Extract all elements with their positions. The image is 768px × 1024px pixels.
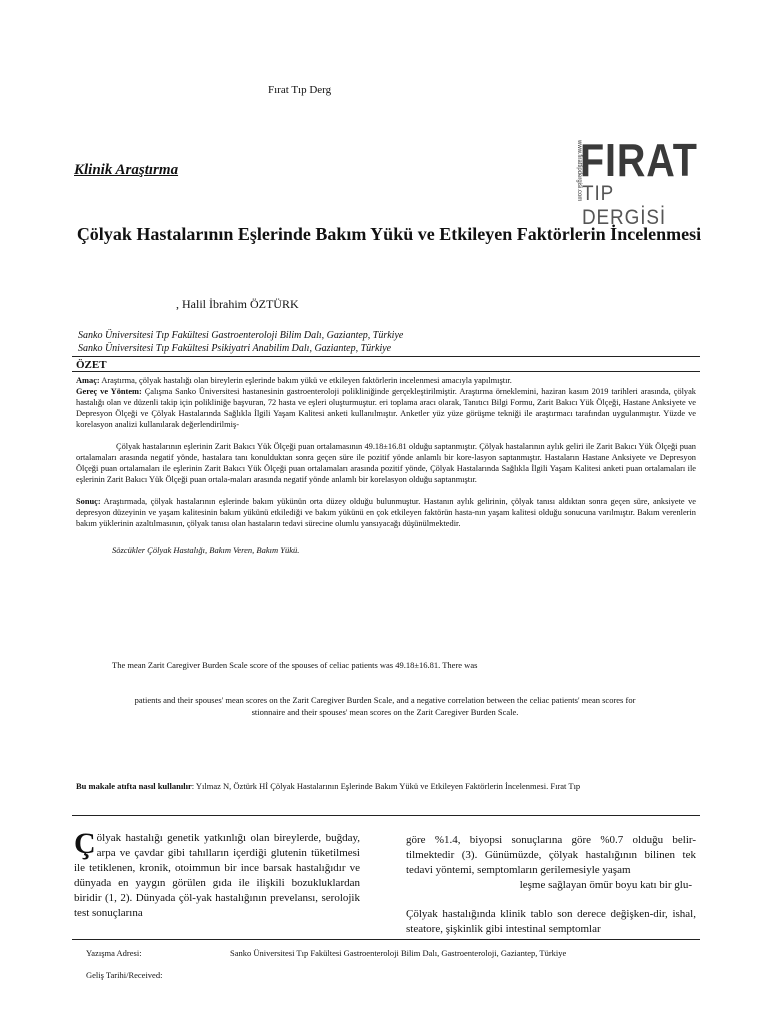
methods-text: Çalışma Sanko Üniversitesi hastanesinin gastroenteroloji polikliniğinde gerçekleştirilmiştir. Araştırma örneklemini, haziran kasım 2019 tarihleri arasında, çölyak hastalığı olan ve düzenli takip için polikliniğe başvuran, 72 hasta ve eşleri oluşturmuştur. eri toplama aracı olarak, Tanıtıcı Bilgi Formu, Zarit Bakıcı Yük Ölçeği, Hastane Anksiyete ve Depresyon Ölçeği ve Çölyak Hastalarında Sağlıkla İlgili Yaşam Kalitesi anketi kullanılmıştır. Anketler yüz yüze görüşme tekniği ile araştırmacı tarafından uygulanmıştır. Yüzde ve korelasyon analizi kullanılarak değerlendirilmiş- <box>76 386 696 429</box>
citation-text: : Yılmaz N, Öztürk Hİ Çölyak Hastalarının Eşlerinde Bakım Yükü ve Etkileyen Faktörlerin İncelenmesi. Fırat Tıp <box>191 781 581 791</box>
divider-body <box>72 815 700 816</box>
authors: , Halil İbrahim ÖZTÜRK <box>176 297 299 311</box>
conclusion-text: Araştırmada, çölyak hastalarının eşlerinde bakım yükünün orta düzey olduğu bulunmuştur. Hastanın aylık gelirinin, çölyak tanısı aldıktan sonra geçen süre, anksiyete ve depresyon düzeyinin ve yaşam kalitesinin bakım yükünü etkilediği ve bakım yükünü en çok etkileyen faktörün hasta-nın yaşam kalitesi olduğu sonucuna varılmıştır. Bakım verenlerin bakım yüklerinin azaltılmasının, çölyak tanısı olan hastaların tedavi sürecine olumlu yansıyacağı düşünülmektedir. <box>76 497 696 528</box>
drop-cap: Ç <box>74 827 96 860</box>
article-title: Çölyak Hastalarının Eşlerinde Bakım Yükü ve Etkileyen Faktörlerin İncelenmesi <box>76 224 702 244</box>
journal-logo <box>566 134 698 229</box>
divider-footer <box>72 939 700 940</box>
abstract-heading: ÖZET <box>76 359 107 371</box>
citation-label: Bu makale atıfta nasıl kullanılır <box>76 781 192 791</box>
abstract-results: Çölyak hastalarının eşlerinin Zarit Bakıcı Yük Ölçeği puan ortalamasının 49.18±16.81 olduğu saptanmıştır. Çölyak hastalarının aylık geliri ile Zarit Bakıcı Yük Ölçeği puan ortalamaları arasında negatif yönde, hastalara tanı konulduktan sonra geçen süre ile pozitif yönde anlamlı bir kore-lasyon saptanmıştır. Hastaların Hastane Anksiyete ve Depresyon Ölçeği puan ortalamaları ile eşlerinin Zarit Bakıcı Yük Ölçeği puan ortalamaları arasında pozitif yönde, Çölyak Hastalarında Sağlıkla İlgili Yaşam Kalitesi anketi puan ortalamaları ile eşlerinin Zarit Bakıcı Yük Ölçeği puan ortala-maları arasında negatif yönde anlamlı bir korelasyon olduğu saptanmıştır. <box>76 442 696 484</box>
methods-label: Gereç ve Yöntem: <box>76 386 142 396</box>
affiliation-1: Sanko Üniversitesi Tıp Fakültesi Gastroenteroloji Bilim Dalı, Gaziantep, Türkiye <box>78 330 404 341</box>
affiliation-2: Sanko Üniversitesi Tıp Fakültesi Psikiyatri Anabilim Dalı, Gaziantep, Türkiye <box>78 343 392 354</box>
logo-main-text: FIRAT <box>580 134 698 186</box>
body-right-paragraph-1: göre %1.4, biyopsi sonuçlarına göre %0.7 olduğu belir-tilmektedir (3). Günümüzde, çölyak hastalığının bilinen tek tedavi yöntemi, semptomların gerilemesiyle yaşam <box>406 834 696 876</box>
correspondence-address: Sanko Üniversitesi Tıp Fakültesi Gastroenteroloji Bilim Dalı, Gastroenteroloji, Gaziantep, Türkiye <box>230 948 567 958</box>
body-right-fragment: leşme sağlayan ömür boyu katı bir glu- <box>519 879 692 891</box>
body-right-paragraph-2: Çölyak hastalığında klinik tablo son derece değişken-dir, ishal, steatore, şişkinlik gibi intestinal semptomlar <box>406 908 696 935</box>
abstract-methods <box>76 376 696 431</box>
logo-website: www.firattipdergisi.com <box>576 140 582 202</box>
conclusion-label: Sonuç: <box>76 497 101 506</box>
aim-text: Araştırma, çölyak hastalığı olan bireylerin eşlerinde bakım yükü ve etkileyen faktörlerin incelenmesi amacıyla yapılmıştır. <box>99 376 512 385</box>
body-column-right <box>406 833 696 937</box>
section-label: Klinik Araştırma <box>74 162 179 178</box>
abstract-conclusion <box>76 497 696 530</box>
divider-abstract <box>72 371 700 372</box>
english-abstract-fragment <box>72 694 698 718</box>
body-column-left <box>74 827 360 921</box>
keywords: Sözcükler Çölyak Hastalığı, Bakım Veren, Bakım Yükü. <box>112 545 300 555</box>
received-date-label: Geliş Tarihi/Received: <box>86 970 163 980</box>
aim-label: Amaç: <box>76 376 100 385</box>
correspondence-label: Yazışma Adresi: <box>86 948 142 958</box>
journal-name: Fırat Tıp Derg <box>268 84 332 96</box>
english-fragment-line-1: patients and their spouses' mean scores on the Zarit Caregiver Burden Scale, and a negative correlation between the celiac patients' mean scores for <box>134 695 636 705</box>
citation <box>76 781 700 791</box>
divider-top <box>72 356 700 357</box>
logo-sub-text: TIP DERGİSİ <box>582 182 667 229</box>
english-fragment-line-2: stionnaire and their spouses' mean scores on the Zarit Caregiver Burden Scale. <box>251 707 519 717</box>
english-abstract-line: The mean Zarit Caregiver Burden Scale score of the spouses of celiac patients was 49.18±16.81. There was <box>112 660 478 670</box>
body-left-text: ölyak hastalığı genetik yatkınlığı olan bireylerde, buğday, arpa ve çavdar gibi tahılların içerdiği glutenin tüketilmesi ile tetiklenen, kronik, otoimmun bir ince barsak hastalığıdır ve dünyada en yaygın görülen gıda ile ilişkili bozukluklardan biridir (1, 2). Dünyada çöl-yak hastalığının prevelansı, serolojik test sonuçlarına <box>74 832 360 919</box>
